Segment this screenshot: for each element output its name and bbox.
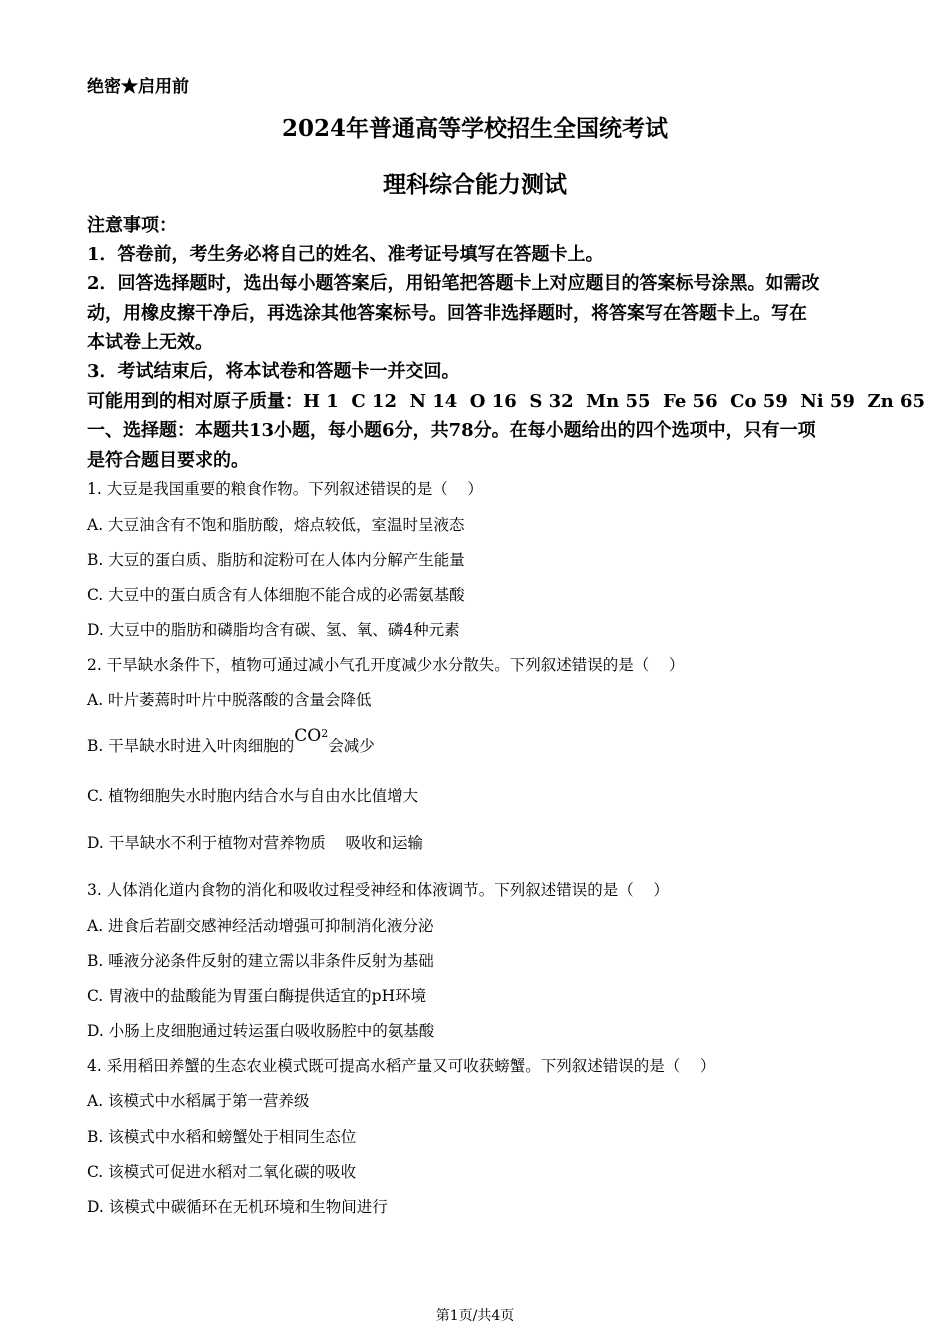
question-3-option-c: C. 胃液中的盐酸能为胃蛋白酶提供适宜的pH环境 (87, 987, 427, 1005)
chem-formula (294, 726, 328, 746)
option-text: 会减少 (328, 737, 375, 755)
confidential-label: 绝密★启用前 (87, 77, 189, 97)
notice-item-2: 2．回答选择题时，选出每小题答案后，用铅笔把答题卡上对应题目的答案标号涂黑。如需改 (87, 273, 820, 294)
atomic-masses: 可能用到的相对原子质量：H 1 C 12 N 14 O 16 S 32 Mn 55 Fe 56 Co 59 Ni 59 Zn 65 (87, 391, 926, 412)
question-4-option-c: C. 该模式可促进水稻对二氧化碳的吸收 (87, 1163, 357, 1181)
question-1-option-d: D. 大豆中的脂肪和磷脂均含有碳、氢、氧、磷4种元素 (87, 621, 460, 639)
question-3-option-b: B. 唾液分泌条件反射的建立需以非条件反射为基础 (87, 952, 434, 970)
notice-item-2-cont: 本试卷上无效。 (87, 332, 213, 353)
question-1-option-b: B. 大豆的蛋白质、脂肪和淀粉可在人体内分解产生能量 (87, 551, 465, 569)
question-4-option-d: D. 该模式中碳循环在无机环境和生物间进行 (87, 1198, 388, 1216)
notice-heading: 注意事项： (87, 215, 177, 236)
chem-formula-base: CO (294, 726, 322, 746)
question-3-stem: 3. 人体消化道内食物的消化和吸收过程受神经和体液调节。下列叙述错误的是（ ） (87, 881, 669, 899)
notice-item-1: 1．答卷前，考生务必将自己的姓名、准考证号填写在答题卡上。 (87, 244, 604, 265)
question-4-option-a: A. 该模式中水稻属于第一营养级 (87, 1092, 310, 1110)
question-2-option-d: D. 干旱缺水不利于植物对营养物质 吸收和运输 (87, 834, 423, 852)
option-text: B. 干旱缺水时进入叶肉细胞的 (87, 737, 295, 755)
section-heading-cont: 是符合题目要求的。 (87, 450, 249, 471)
page-number: 第1页/共4页 (435, 1308, 515, 1324)
chem-formula-subscript: 2 (321, 727, 329, 740)
question-2-option-a: A. 叶片萎蔫时叶片中脱落酸的含量会降低 (87, 691, 372, 709)
question-1-option-a: A. 大豆油含有不饱和脂肪酸，熔点较低，室温时呈液态 (87, 516, 465, 534)
question-3-option-a: A. 进食后若副交感神经活动增强可抑制消化液分泌 (87, 917, 434, 935)
question-3-option-d: D. 小肠上皮细胞通过转运蛋白吸收肠腔中的氨基酸 (87, 1022, 435, 1040)
question-1-stem: 1. 大豆是我国重要的粮食作物。下列叙述错误的是（ ） (87, 480, 483, 498)
notice-item-2-cont: 动，用橡皮擦干净后，再选涂其他答案标号。回答非选择题时，将答案写在答题卡上。写在 (87, 303, 807, 324)
question-1-option-c: C. 大豆中的蛋白质含有人体细胞不能合成的必需氨基酸 (87, 586, 465, 604)
question-2-stem: 2. 干旱缺水条件下，植物可通过减小气孔开度减少水分散失。下列叙述错误的是（ ） (87, 656, 685, 674)
exam-subtitle: 理科综合能力测试 (383, 171, 567, 198)
question-4-stem: 4. 采用稻田养蟹的生态农业模式既可提高水稻产量又可收获螃蟹。下列叙述错误的是（ ） (87, 1057, 716, 1075)
section-heading: 一、选择题：本题共13小题，每小题6分，共78分。在每小题给出的四个选项中，只有一项 (87, 420, 816, 441)
question-4-option-b: B. 该模式中水稻和螃蟹处于相同生态位 (87, 1128, 357, 1146)
notice-item-3: 3．考试结束后，将本试卷和答题卡一并交回。 (87, 361, 460, 382)
question-2-option-c: C. 植物细胞失水时胞内结合水与自由水比值增大 (87, 787, 419, 805)
question-2-option-b (87, 726, 375, 760)
exam-title: 2024年普通高等学校招生全国统考试 (281, 115, 668, 142)
